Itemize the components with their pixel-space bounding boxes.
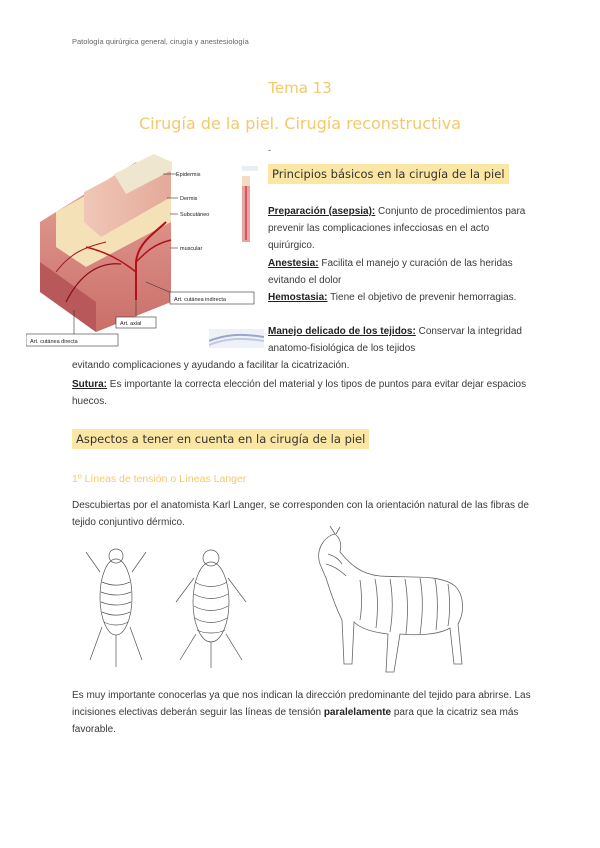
horse-langer-lines-figure: [290, 524, 480, 684]
importance-bold: paralelamente: [323, 707, 392, 718]
importance-text-a: Es muy importante conocerlas ya que nos indican la dirección predominante del tejido para abrirse. Las incisiones electivas deberán seguir las líneas de tensión: [72, 690, 531, 718]
langer-importance: [72, 687, 532, 738]
label-epidermis: Epidermis: [176, 172, 201, 178]
term-sutura: Sutura:: [72, 379, 107, 390]
importance-text-b: para que la cicatriz sea más favorable.: [72, 707, 519, 735]
text-sutura: Es importante la correcta elección del material y los tipos de puntos para evitar dejar espacios huecos.: [72, 379, 527, 407]
text-anestesia: Facilita el manejo y curación de las heridas evitando el dolor: [268, 258, 513, 286]
item-anestesia: [268, 255, 530, 289]
langer-description: Descubiertas por el anatomista Karl Langer, se corresponden con la orientación natural de las fibras de tejido conjuntivo dérmico.: [72, 500, 529, 528]
term-manejo: Manejo delicado de los tejidos:: [268, 326, 416, 337]
text-manejo: Conservar la integridad anatomo-fisiológica de los tejidos: [268, 326, 522, 354]
text-manejo-cont: evitando complicaciones y ayudando a facilitar la cicatrización.: [72, 360, 350, 371]
dog-langer-lines-figure: [76, 542, 256, 682]
skin-cross-section-figure: [26, 152, 264, 348]
topic-title: Tema 13: [268, 79, 332, 97]
label-subcutaneo: Subcutáneo: [180, 212, 210, 218]
term-anestesia: Anestesia:: [268, 258, 319, 269]
label-art-cutanea-indirecta: Art. cutánea indirecta: [174, 297, 226, 303]
page-title: Cirugía de la piel. Cirugía reconstructiva: [138, 114, 462, 133]
page-header: Patología quirúrgica general, cirugía y anestesiología: [72, 37, 249, 46]
section-heading-principios: Principios básicos en la cirugía de la piel: [268, 164, 509, 184]
tissue-detail-thumbnail: [209, 329, 264, 348]
section-heading-aspectos: Aspectos a tener en cuenta en la cirugía de la piel: [72, 429, 369, 449]
label-muscular: muscular: [180, 246, 203, 252]
label-dermis: Dermis: [180, 196, 198, 202]
item-preparacion: [268, 203, 530, 254]
item-sutura: [72, 376, 532, 410]
term-hemostasia: Hemostasia:: [268, 292, 328, 303]
label-art-axial: Art. axial: [120, 321, 142, 327]
term-preparacion: Preparación (asepsia):: [268, 206, 376, 217]
item-hemostasia: [268, 289, 530, 306]
stray-dash: -: [268, 145, 271, 155]
skin-detail-thumbnail: [240, 164, 262, 246]
text-preparacion: Conjunto de procedimientos para prevenir las complicaciones infecciosas en el acto quirúrgico.: [268, 206, 526, 251]
subheading-langer: 1º Líneas de tensión o Líneas Langer: [72, 473, 247, 485]
label-art-cutanea-directa: Art. cutánea directa: [30, 339, 78, 345]
item-manejo: [268, 323, 530, 357]
text-hemostasia: Tiene el objetivo de prevenir hemorragias.: [327, 292, 517, 303]
